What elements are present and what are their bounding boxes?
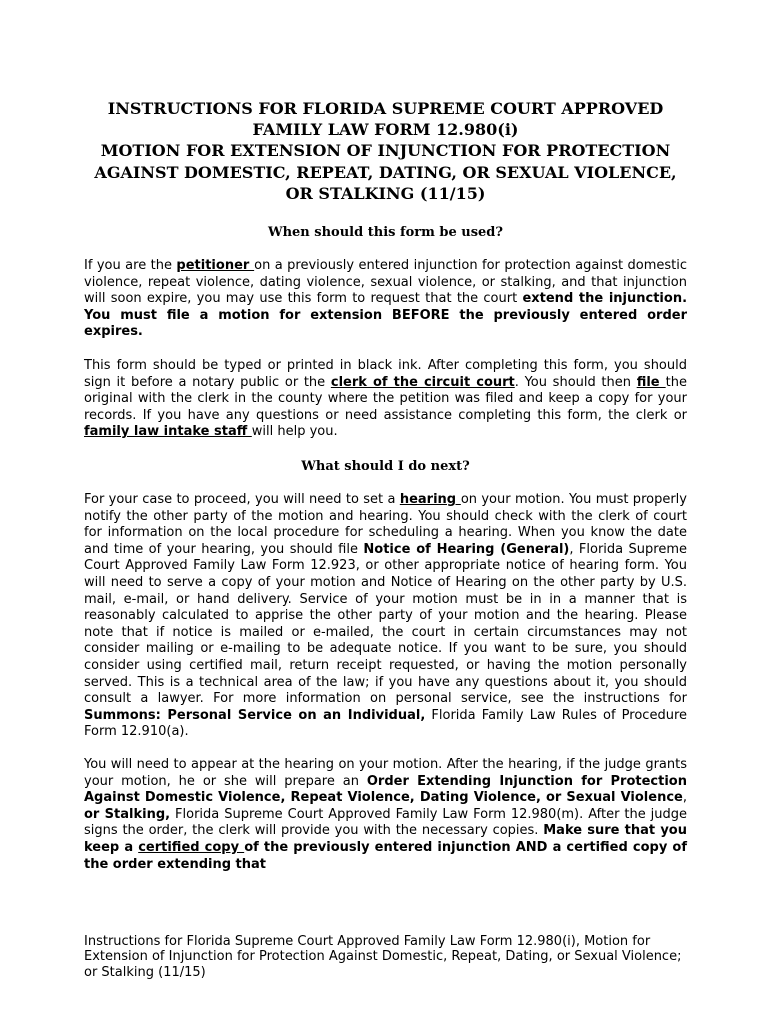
heading-when-used: When should this form be used? [267,225,503,240]
link-hearing[interactable]: hearing [399,492,461,507]
heading-what-next: What should I do next? [301,459,470,474]
text: will help you. [251,424,338,440]
paragraph-petitioner [84,258,687,341]
link-family-law-intake-staff[interactable]: family law intake staff [84,424,252,440]
title-motion-line: MOTION FOR EXTENSION OF INJUNCTION FOR PROTECTION AGAINST DOMESTIC, REPEAT, DATING, OR SEXUAL VIOLENCE, OR STALKING (11/15) [94,141,677,203]
bold-order-extending: Order Extending Injunction for Protection Against Domestic Violence, Repeat Violence, Dating Violence, or Sexual Violence [84,773,687,806]
text: . You should then [514,374,637,390]
text: , [682,790,687,806]
bold-extend-injunction: extend the injunction. You must file a motion for extension BEFORE the previously entered order expires. [84,291,688,340]
bold-summons: Summons: Personal Service on an Individual, [84,707,426,723]
bold-previously-entered: of the previously entered injunction AND a certified copy of the order extending that [84,839,687,872]
text: on your motion. You must properly notify the other party of the motion and hearing. You should check with the clerk of court for information on the local procedure for scheduling a hearing. When you know the date and time of your hearing, you should file [84,492,687,557]
page-footer: Instructions for Florida Supreme Court Approved Family Law Form 12.980(i), Motion for Extension of Injunction for Protection Against Domestic, Repeat, Dating, or Sexual Violence; or Stalking (11/15) [84,934,682,980]
text: , Florida Supreme Court Approved Family Law Form 12.923, or other appropriate notice of hearing form. You will need to serve a copy of your motion and Notice of Hearing on the other party by U.S. mail, e-mail, or hand delivery. Service of your motion must be in in a manner that is reasonably calculated to apprise the other party of your motion and the hearing. Please note that if notice is mailed or e-mailed, the court in certain circumstances may not consider mailing or e-mailing to be adequate notice. If you want to be sure, you should consider using certified mail, return receipt requested, or having the motion personally served. This is a technical area of the law; if you have any questions about it, you should consult a lawyer. For more information on personal service, see the instructions for [84,541,688,707]
text: You will need to appear at the hearing on your motion. After the hearing, if the judge grants your motion, he or she will prepare an [84,757,687,789]
link-certified-copy[interactable]: certified copy [138,839,245,855]
bold-make-sure: Make sure that you keep a [84,823,687,855]
link-clerk-of-circuit-court[interactable]: clerk of the circuit court [330,374,515,390]
text: on a previously entered injunction for protection against domestic violence, repeat violence, dating violence, sexual violence, or stalking, and that injunction will soon expire, you may use this form to request that the court [84,258,688,307]
title-form-line: INSTRUCTIONS FOR FLORIDA SUPREME COURT APPROVED FAMILY LAW FORM 12.980(i) [107,99,664,140]
text: For your case to proceed, you will need to set a [84,492,400,507]
link-petitioner[interactable]: petitioner [176,258,255,273]
paragraph-appear-at-hearing [84,757,687,873]
text: This form should be typed or printed in black ink. After completing this form, you should sign it before a notary public or the [84,358,687,390]
bold-notice-of-hearing: Notice of Hearing (General) [363,541,570,557]
bold-or-stalking: or Stalking, [84,806,171,822]
text: Florida Supreme Court Approved Family Law Form 12.980(m). After the judge signs the order, the clerk will provide you with the necessary copies. [84,806,687,839]
paragraph-ink-and-notary [84,358,687,441]
text: Florida Family Law Rules of Procedure Form 12.910(a). [84,707,688,740]
text: the original with the clerk in the county where the petition was filed and keep a copy for your records. If you have any questions or need assistance completing this form, the clerk or [84,374,688,423]
document-title [84,98,687,204]
link-file[interactable]: file [636,374,666,390]
text: If you are the [84,258,177,273]
paragraph-hearing [84,492,687,741]
